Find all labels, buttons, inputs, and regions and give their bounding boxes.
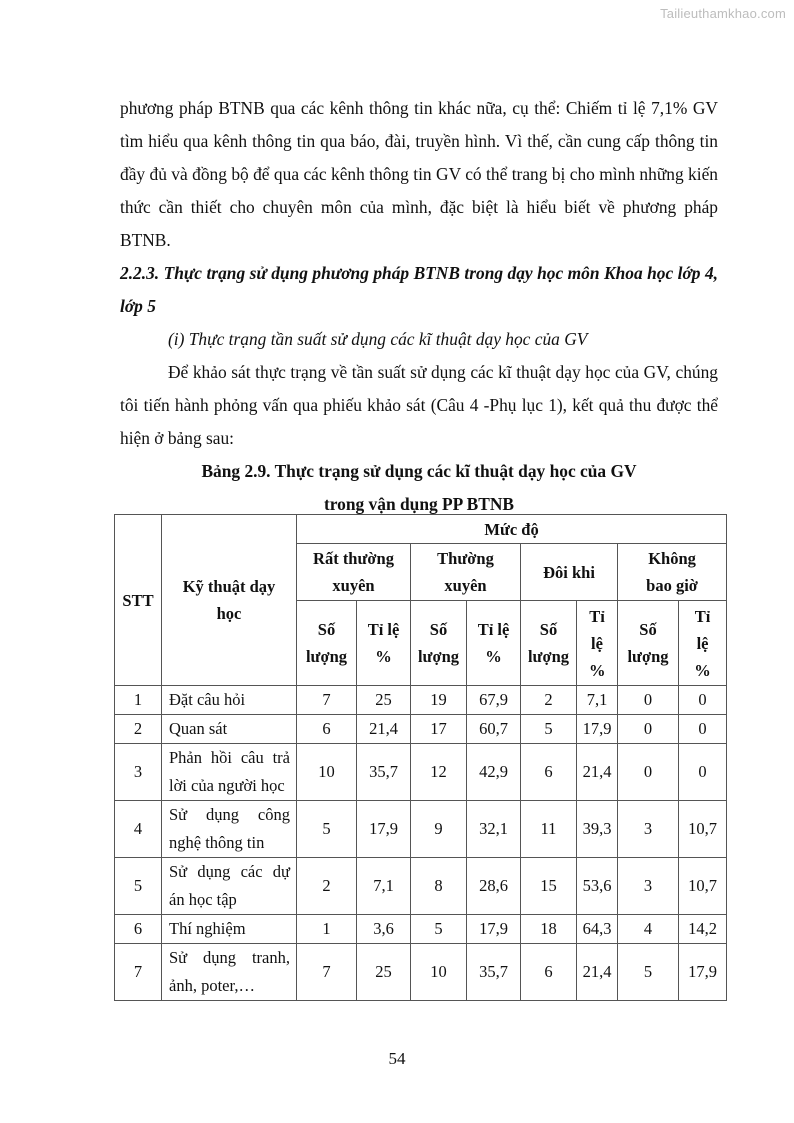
header-level-very-often: Rất thường xuyên [297,544,411,601]
cell-technique: Thí nghiệm [162,915,297,944]
table-row [115,944,727,1001]
technique-usage-table [114,514,727,1001]
cell-count: 9 [411,801,467,858]
subheader-rate: Tỉ lệ % [679,601,727,686]
paragraph-1: phương pháp BTNB qua các kênh thông tin khác nữa, cụ thể: Chiếm tỉ lệ 7,1% GV tìm hiểu qua kênh thông tin qua báo, đài, truyền hình. Vì thế, cần cung cấp thông tin đầy đủ và đồng bộ để qua các kênh thông tin GV có thể trang bị cho mình những kiến thức cần thiết cho chuyên môn của mình, đặc biệt là hiểu biết về phương pháp BTNB. [120,98,718,250]
cell-technique: Sử dụng công nghệ thông tin [162,801,297,858]
cell-rate: 21,4 [577,744,618,801]
table-row [115,858,727,915]
subheader-count: Số lượng [297,601,357,686]
cell-stt: 1 [115,686,162,715]
subheader-rate: Tỉ lệ % [467,601,521,686]
cell-technique: Đặt câu hỏi [162,686,297,715]
table-container [114,514,726,1001]
cell-rate: 67,9 [467,686,521,715]
cell-rate: 21,4 [577,944,618,1001]
cell-count: 7 [297,686,357,715]
table-row [115,801,727,858]
cell-count: 11 [521,801,577,858]
cell-stt: 2 [115,715,162,744]
cell-stt: 7 [115,944,162,1001]
table-row [115,715,727,744]
cell-count: 19 [411,686,467,715]
page-body [120,92,718,521]
table-row [115,744,727,801]
cell-count: 5 [411,915,467,944]
cell-rate: 10,7 [679,801,727,858]
cell-count: 3 [618,801,679,858]
page-number: 54 [388,1049,406,1068]
cell-rate: 39,3 [577,801,618,858]
subheader-count: Số lượng [411,601,467,686]
cell-count: 2 [297,858,357,915]
cell-count: 1 [297,915,357,944]
header-level: Mức độ [297,515,727,544]
cell-rate: 64,3 [577,915,618,944]
cell-rate: 3,6 [357,915,411,944]
cell-stt: 3 [115,744,162,801]
cell-rate: 7,1 [357,858,411,915]
cell-rate: 35,7 [467,944,521,1001]
cell-stt: 4 [115,801,162,858]
cell-rate: 25 [357,944,411,1001]
table-caption-line-1: Bảng 2.9. Thực trạng sử dụng các kĩ thuật dạy học của GV [201,461,637,481]
table-row [115,915,727,944]
paragraph-2: Để khảo sát thực trạng về tần suất sử dụng các kĩ thuật dạy học của GV, chúng tôi tiến hành phỏng vấn qua phiếu khảo sát (Câu 4 -Phụ lục 1), kết quả thu được thể hiện ở bảng sau: [120,362,718,448]
cell-rate: 14,2 [679,915,727,944]
cell-rate: 17,9 [577,715,618,744]
cell-rate: 21,4 [357,715,411,744]
cell-technique: Quan sát [162,715,297,744]
subheader-count: Số lượng [521,601,577,686]
cell-rate: 35,7 [357,744,411,801]
cell-count: 2 [521,686,577,715]
cell-count: 5 [618,944,679,1001]
cell-rate: 17,9 [467,915,521,944]
subheader-count: Số lượng [618,601,679,686]
cell-count: 0 [618,744,679,801]
cell-rate: 25 [357,686,411,715]
cell-rate: 53,6 [577,858,618,915]
cell-stt: 5 [115,858,162,915]
cell-count: 18 [521,915,577,944]
cell-stt: 6 [115,915,162,944]
cell-count: 3 [618,858,679,915]
subheader-rate: Tỉ lệ % [577,601,618,686]
cell-count: 15 [521,858,577,915]
cell-rate: 0 [679,715,727,744]
cell-count: 5 [521,715,577,744]
cell-count: 5 [297,801,357,858]
cell-count: 10 [411,944,467,1001]
cell-rate: 42,9 [467,744,521,801]
header-stt: STT [115,515,162,686]
cell-count: 6 [521,744,577,801]
cell-rate: 10,7 [679,858,727,915]
cell-count: 7 [297,944,357,1001]
cell-count: 0 [618,686,679,715]
cell-rate: 7,1 [577,686,618,715]
header-level-never: Không bao giờ [618,544,727,601]
watermark: Tailieuthamkhao.com [660,6,786,21]
cell-rate: 28,6 [467,858,521,915]
cell-rate: 32,1 [467,801,521,858]
table-row [115,686,727,715]
header-level-often: Thường xuyên [411,544,521,601]
cell-count: 6 [521,944,577,1001]
header-technique: Kỹ thuật dạy học [162,515,297,686]
cell-count: 0 [618,715,679,744]
cell-count: 6 [297,715,357,744]
cell-rate: 60,7 [467,715,521,744]
subheader-rate: Tỉ lệ % [357,601,411,686]
cell-count: 10 [297,744,357,801]
cell-technique: Sử dụng tranh, ảnh, poter,… [162,944,297,1001]
cell-count: 8 [411,858,467,915]
cell-count: 12 [411,744,467,801]
table-caption-line-2: trong vận dụng PP BTNB [323,494,515,514]
cell-count: 4 [618,915,679,944]
header-level-sometimes: Đôi khi [521,544,618,601]
cell-rate: 0 [679,686,727,715]
cell-technique: Sử dụng các dự án học tập [162,858,297,915]
subheading: (i) Thực trạng tần suất sử dụng các kĩ thuật dạy học của GV [168,329,588,349]
cell-rate: 0 [679,744,727,801]
cell-technique: Phản hồi câu trả lời của người học [162,744,297,801]
section-heading: 2.2.3. Thực trạng sử dụng phương pháp BTNB trong dạy học môn Khoa học lớp 4, lớp 5 [120,263,718,316]
cell-rate: 17,9 [357,801,411,858]
cell-count: 17 [411,715,467,744]
cell-rate: 17,9 [679,944,727,1001]
